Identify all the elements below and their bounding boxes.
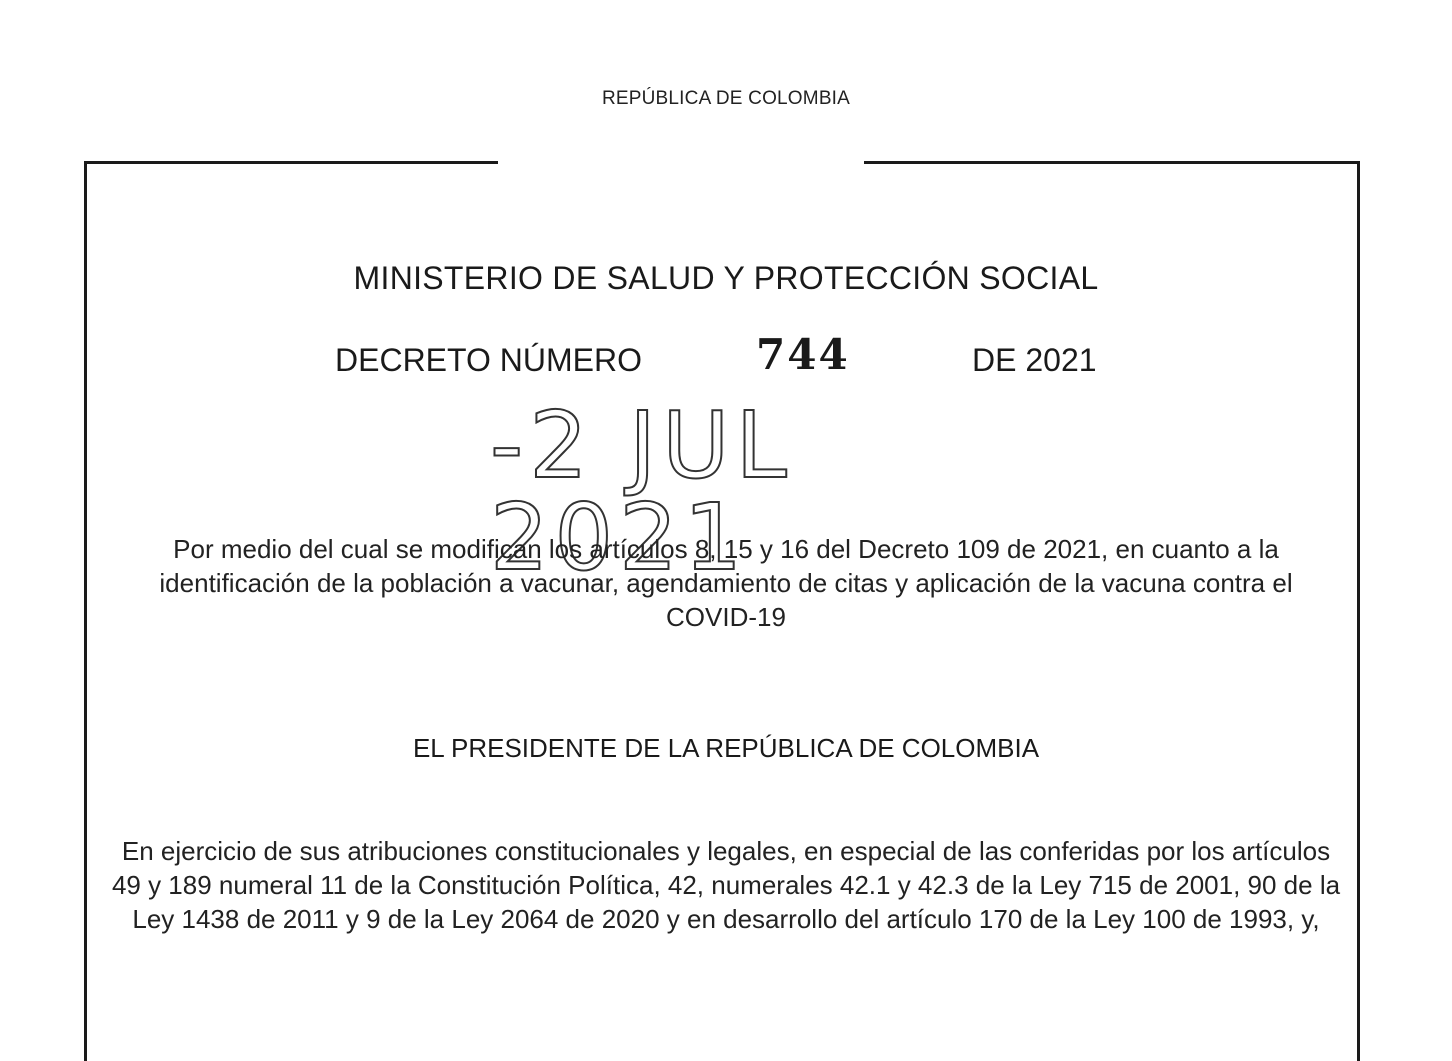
date-stamp: -2 JUL 2021 bbox=[490, 392, 793, 591]
decree-year: DE 2021 bbox=[972, 342, 1097, 378]
issuer-heading: EL PRESIDENTE DE LA REPÚBLICA DE COLOMBIA bbox=[412, 733, 1040, 763]
decree-summary: Por medio del cual se modifican los artículos 8, 15 y 16 del Decreto 109 de 2021, en cuanto a la identificación de la población a vacunar, agendamiento de citas y aplicación de la vacuna contra el COVID-19 bbox=[159, 534, 1293, 632]
decree-number: 744 bbox=[756, 330, 850, 379]
preamble-text: En ejercicio de sus atribuciones constitucionales y legales, en especial de las conferidas por los artículos 49 y 189 numeral 11 de la Constitución Política, 42, numerales 42.1 y 42.3 de la Ley 715 de 2001, 90 de la Ley 1438 de 2011 y 9 de la Ley 2064 de 2020 y en desarrollo del artículo 170 de la Ley 100 de 1993, y, bbox=[111, 836, 1341, 934]
ministry-title: MINISTERIO DE SALUD Y PROTECCIÓN SOCIAL bbox=[353, 260, 1099, 296]
decree-number-label: DECRETO NÚMERO bbox=[335, 342, 642, 378]
country-heading: REPÚBLICA DE COLOMBIA bbox=[601, 88, 851, 109]
